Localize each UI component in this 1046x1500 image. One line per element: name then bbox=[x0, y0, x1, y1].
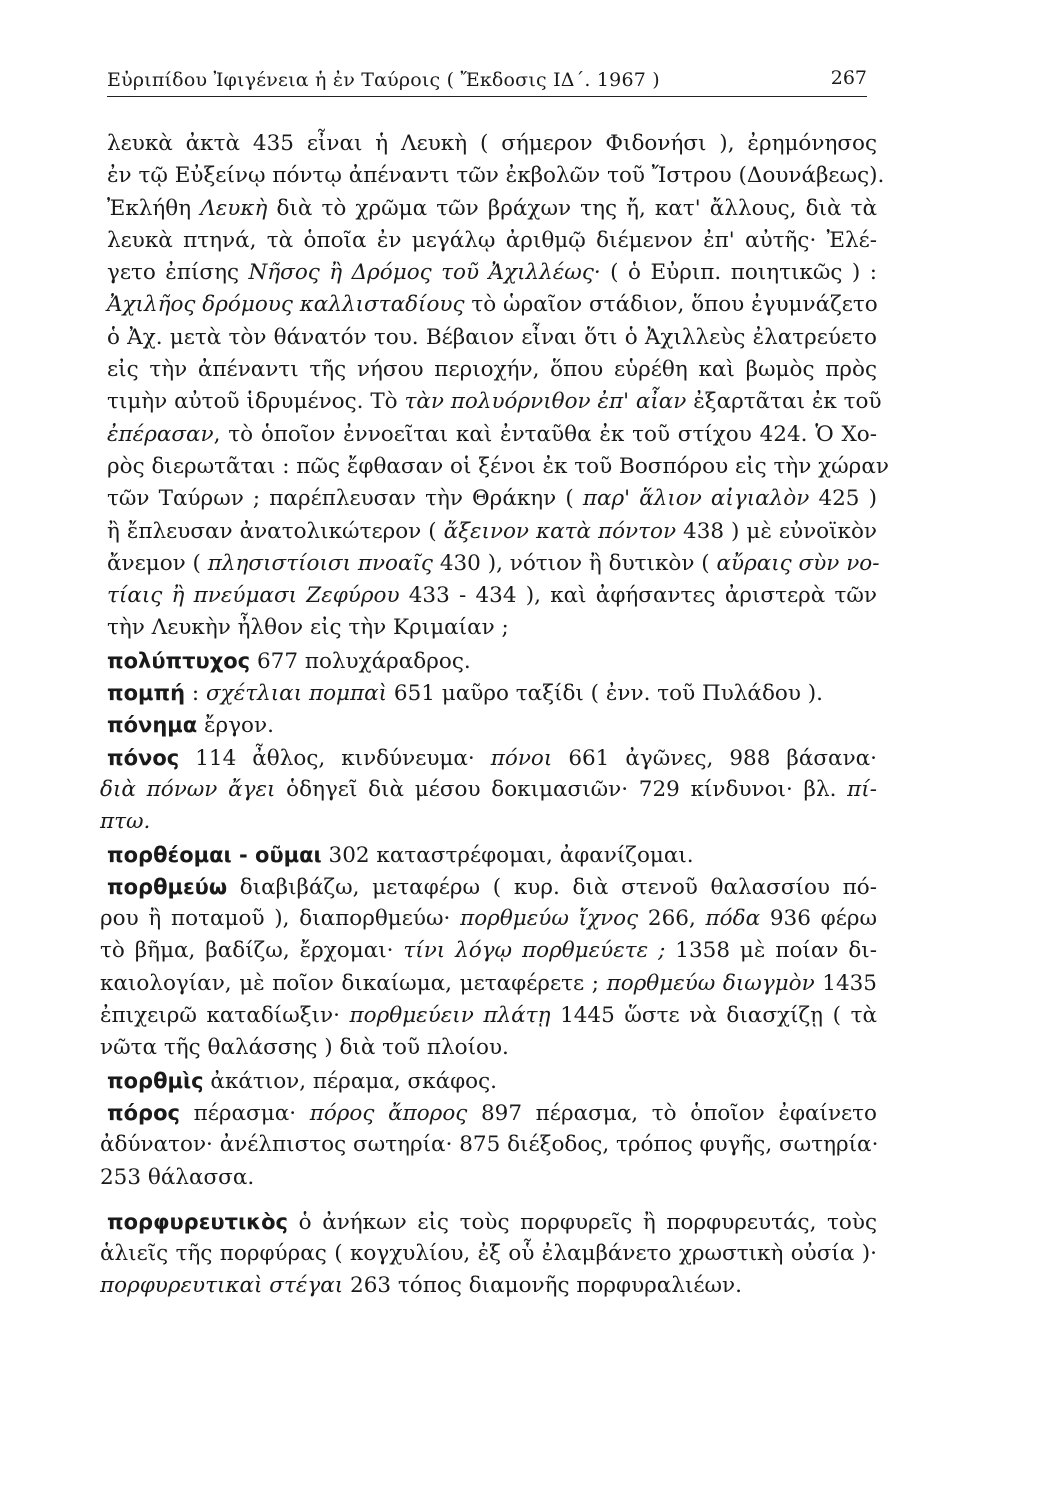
text-line: ἐπέρασαν, τὸ ὁποῖον ἐννοεῖται καὶ ἐνταῦθα ἐκ τοῦ στίχου 424. Ὁ Χο- bbox=[107, 421, 877, 447]
text-line: ἐπιχειρῶ καταδίωξιν· πορθμεύειν πλάτῃ 1445 ὥστε νὰ διασχίζῃ ( τὰ bbox=[100, 1003, 877, 1029]
text-line: 253 θάλασσα. bbox=[100, 1164, 255, 1190]
headword: πόνος bbox=[107, 745, 180, 770]
text-line: ἁλιεῖς τῆς πορφύρας ( κογχυλίου, ἐξ οὗ ἐλαμβάνετο χρωστικὴ οὐσία )· bbox=[100, 1241, 877, 1267]
text-line: εἰς τὴν ἀπέναντι τῆς νήσου περιοχήν, ὅπου εὑρέθη καὶ βωμὸς πρὸς bbox=[107, 357, 877, 383]
text-line: τιμὴν αὐτοῦ ἱδρυμένος. Τὸ τὰν πολυόρνιθον ἐπ' αἶαν ἐξαρτᾶται ἐκ τοῦ bbox=[107, 389, 882, 415]
text-line: ρὸς διερωτᾶται : πῶς ἔφθασαν οἱ ξένοι ἐκ τοῦ Βοσπόρου εἰς τὴν χώραν bbox=[107, 453, 889, 479]
text-line: ὁ Ἀχ. μετὰ τὸν θάνατόν του. Βέβαιον εἶναι ὅτι ὁ Ἀχιλλεὺς ἐλατρεύετο bbox=[107, 324, 877, 350]
text-line: τὴν Λευκὴν ἦλθον εἰς τὴν Κριμαίαν ; bbox=[107, 615, 509, 641]
entry-ponos: πόνος 114 ἆθλος, κινδύνευμα· πόνοι 661 ἀγῶνες, 988 βάσανα· bbox=[107, 745, 877, 771]
text-line: νῶτα τῆς θαλάσσης ) διὰ τοῦ πλοίου. bbox=[100, 1035, 509, 1061]
headword: πορθέομαι - οῦμαι bbox=[107, 842, 322, 867]
running-header bbox=[107, 62, 867, 97]
text-line: ἀδύνατον· ἀνέλπιστος σωτηρία· 875 διέξοδος, τρόπος φυγῆς, σωτηρία· bbox=[100, 1132, 879, 1158]
text-line: ἐν τῷ Εὐξείνῳ πόντῳ ἀπέναντι τῶν ἐκβολῶν τοῦ Ἴστρου (Δουνάβεως). bbox=[107, 163, 885, 189]
headword: πορθμὶς bbox=[107, 1068, 204, 1093]
text-line: διὰ πόνων ἄγει ὁδηγεῖ διὰ μέσου δοκιμασιῶν· 729 κίνδυνοι· βλ. πί- bbox=[100, 776, 877, 802]
text-line: λευκὰ ἀκτὰ 435 εἶναι ἡ Λευκὴ ( σήμερον Φιδονήσι ), ἐρημόνησος bbox=[107, 131, 877, 156]
headword: πολύπτυχος bbox=[107, 648, 251, 673]
text-line: λευκὰ πτηνά, τὰ ὁποῖα ἐν μεγάλῳ ἀριθμῷ διέμενον ἐπ' αὐτῆς· Ἐλέ- bbox=[107, 227, 877, 253]
entry-porthmis: πορθμὶς ἀκάτιον, πέραμα, σκάφος. bbox=[107, 1068, 498, 1094]
entry-portheomai: πορθέομαι - οῦμαι 302 καταστρέφομαι, ἀφανίζομαι. bbox=[107, 842, 694, 868]
entry-pompe: πομπή : σχέτλιαι πομπαὶ 651 μαῦρο ταξίδι ( ἐνν. τοῦ Πυλάδου ). bbox=[107, 681, 823, 707]
headword: πόνημα bbox=[107, 713, 198, 738]
text-line: πτω. bbox=[100, 809, 151, 835]
entry-poros: πόρος πέρασμα· πόρος ἄπορος 897 πέρασμα, τὸ ὁποῖον ἐφαίνετο bbox=[107, 1100, 877, 1126]
entry-porthmeuo: πορθμεύω διαβιβάζω, μεταφέρω ( κυρ. διὰ στενοῦ θαλασσίου πό- bbox=[107, 874, 877, 900]
text-line: Ἐκλήθη Λευκὴ διὰ τὸ χρῶμα τῶν βράχων της ἤ, κατ' ἄλλους, διὰ τὰ bbox=[107, 195, 877, 221]
text-line: ἢ ἔπλευσαν ἀνατολικώτερον ( ἄξεινον κατὰ πόντον 438 ) μὲ εὐνοϊκὸν bbox=[107, 518, 877, 544]
headword: πορθμεύω bbox=[107, 874, 228, 899]
entry-porphyreutikos: πορφυρευτικὸς ὁ ἀνήκων εἰς τοὺς πορφυρεῖς ἢ πορφυρευτάς, τοὺς bbox=[107, 1209, 877, 1235]
text-line: τῶν Ταύρων ; παρέπλευσαν τὴν Θράκην ( παρ' ἅλιον αἰγιαλὸν 425 ) bbox=[107, 486, 877, 512]
headword: πόρος bbox=[107, 1100, 180, 1125]
text-line: ρου ἢ ποταμοῦ ), διαπορθμεύω· πορθμεύω ἴχνος 266, πόδα 936 φέρω bbox=[100, 906, 878, 932]
entry-polyptychos: πολύπτυχος 677 πολυχάραδρος. bbox=[107, 648, 471, 674]
text-line: πορφυρευτικαὶ στέγαι 263 τόπος διαμονῆς πορφυραλιέων. bbox=[100, 1273, 742, 1299]
text-line: Ἀχιλῆος δρόμους καλλισταδίους τὸ ὡραῖον στάδιον, ὅπου ἐγυμνάζετο bbox=[107, 292, 878, 318]
text-line: τίαις ἢ πνεύμασι Ζεφύρου 433 - 434 ), καὶ ἀφήσαντες ἀριστερὰ τῶν bbox=[107, 583, 877, 609]
headword: πορφυρευτικὸς bbox=[107, 1209, 288, 1234]
headword: πομπή bbox=[107, 681, 186, 706]
page-body bbox=[100, 128, 889, 1303]
page-number: 267 bbox=[830, 67, 867, 89]
text-line: ἄνεμον ( πλησιστίοισι πνοαῖς 430 ), νότιον ἢ δυτικὸν ( αὔραις σὺν νο- bbox=[107, 550, 880, 576]
running-title: Εὐριπίδου Ἰφιγένεια ἡ ἐν Ταύροις ( Ἔκδοσις ΙΔ΄. 1967 ) bbox=[107, 69, 660, 91]
entry-ponema: πόνημα ἔργον. bbox=[107, 713, 274, 739]
text-line: τὸ βῆμα, βαδίζω, ἔρχομαι· τίνι λόγῳ πορθμεύετε ; 1358 μὲ ποίαν δι- bbox=[100, 938, 877, 964]
text-line: γετο ἐπίσης Νῆσος ἢ Δρόμος τοῦ Ἀχιλλέως· ( ὁ Εὐριπ. ποιητικῶς ) : bbox=[107, 260, 877, 286]
text-line: καιολογίαν, μὲ ποῖον δικαίωμα, μεταφέρετε ; πορθμεύω διωγμὸν 1435 bbox=[100, 970, 877, 996]
